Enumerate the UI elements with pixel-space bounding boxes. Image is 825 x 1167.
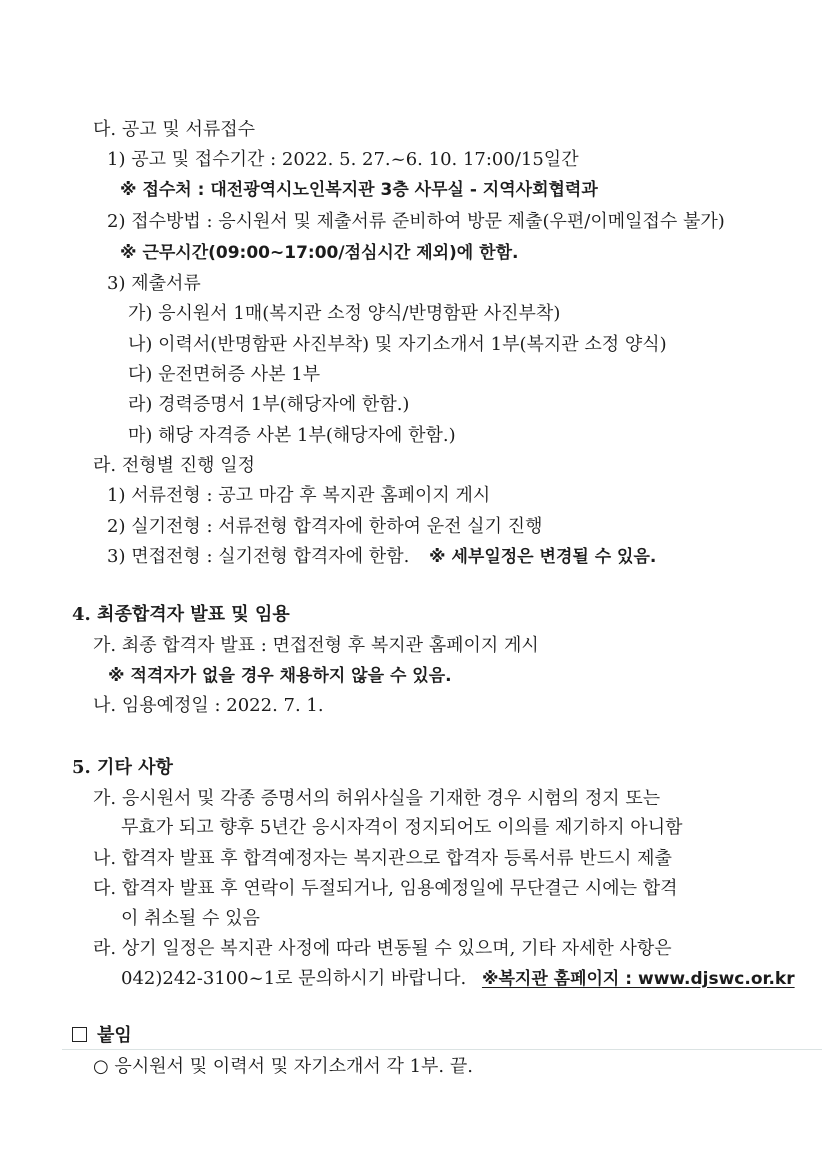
document-item: 다) 운전면허증 사본 1부 (128, 364, 321, 385)
receipt-method: 2) 접수방법 : 응시원서 및 제출서류 준비하여 방문 제출(우편/이메일접수 불가) (107, 211, 725, 232)
final-announcement: 가. 최종 합격자 발표 : 면접전형 후 복지관 홈페이지 게시 (93, 635, 539, 656)
documents-heading: 3) 제출서류 (107, 273, 201, 294)
schedule-practical-test: 2) 실기전형 : 서류전형 합격자에 한하여 운전 실기 진행 (107, 516, 543, 537)
misc-item: 다. 합격자 발표 후 연락이 두절되거나, 임용예정일에 무단결근 시에는 합격 (93, 878, 678, 899)
misc-item-cont: 무효가 되고 향후 5년간 응시자격이 정지되어도 이의를 제기하지 아니함 (121, 817, 683, 838)
notice-period: 1) 공고 및 접수기간 : 2022. 5. 27.~6. 10. 17:00/15일간 (107, 149, 579, 170)
working-hours-note: ※ 근무시간(09:00~17:00/점심시간 제외)에 한함. (120, 243, 519, 263)
contact-text: 042)242-3100~1로 문의하시기 바랍니다. (121, 968, 467, 989)
schedule-document-screening: 1) 서류전형 : 공고 마감 후 복지관 홈페이지 게시 (107, 485, 491, 506)
attachment-item: ○ 응시원서 및 이력서 및 자기소개서 각 1부. 끝. (93, 1056, 473, 1077)
section-4-title: 4. 최종합격자 발표 및 임용 (72, 604, 290, 625)
receipt-location-note: ※ 접수처 : 대전광역시노인복지관 3층 사무실 - 지역사회협력과 (120, 180, 598, 200)
no-hire-note: ※ 적격자가 없을 경우 채용하지 않을 수 있음. (108, 666, 452, 686)
homepage-link[interactable]: ※복지관 홈페이지 : www.djswc.or.kr (481, 969, 795, 989)
checkbox-square-icon (72, 1027, 87, 1042)
section-da-title: 다. 공고 및 서류접수 (93, 119, 255, 140)
document-item: 마) 해당 자격증 사본 1부(해당자에 한함.) (128, 425, 456, 446)
document-item: 가) 응시원서 1매(복지관 소정 양식/반명함판 사진부착) (128, 303, 561, 324)
misc-item: 라. 상기 일정은 복지관 사정에 따라 변동될 수 있으며, 기타 자세한 사항은 (93, 938, 672, 959)
interview-text: 3) 면접전형 : 실기전형 합격자에 한함. (107, 546, 410, 567)
attachment-heading (72, 1024, 132, 1048)
misc-item-cont: 이 취소될 수 있음 (121, 908, 260, 929)
misc-item: 가. 응시원서 및 각종 증명서의 허위사실을 기재한 경우 시험의 정지 또는 (93, 788, 661, 809)
attachment-title: 붙임 (97, 1025, 132, 1046)
document-item: 라) 경력증명서 1부(해당자에 한함.) (128, 394, 410, 415)
divider (62, 1049, 822, 1050)
section-ra-title: 라. 전형별 진행 일정 (93, 455, 255, 476)
appointment-date: 나. 임용예정일 : 2022. 7. 1. (93, 695, 324, 716)
schedule-interview (107, 545, 656, 569)
misc-item: 나. 합격자 발표 후 합격예정자는 복지관으로 합격자 등록서류 반드시 제출 (93, 848, 672, 869)
section-5-title: 5. 기타 사항 (72, 757, 173, 778)
document-item: 나) 이력서(반명함판 사진부착) 및 자기소개서 1부(복지관 소정 양식) (128, 334, 667, 355)
schedule-change-note: ※ 세부일정은 변경될 수 있음. (429, 547, 657, 567)
misc-item-cont (121, 967, 795, 991)
